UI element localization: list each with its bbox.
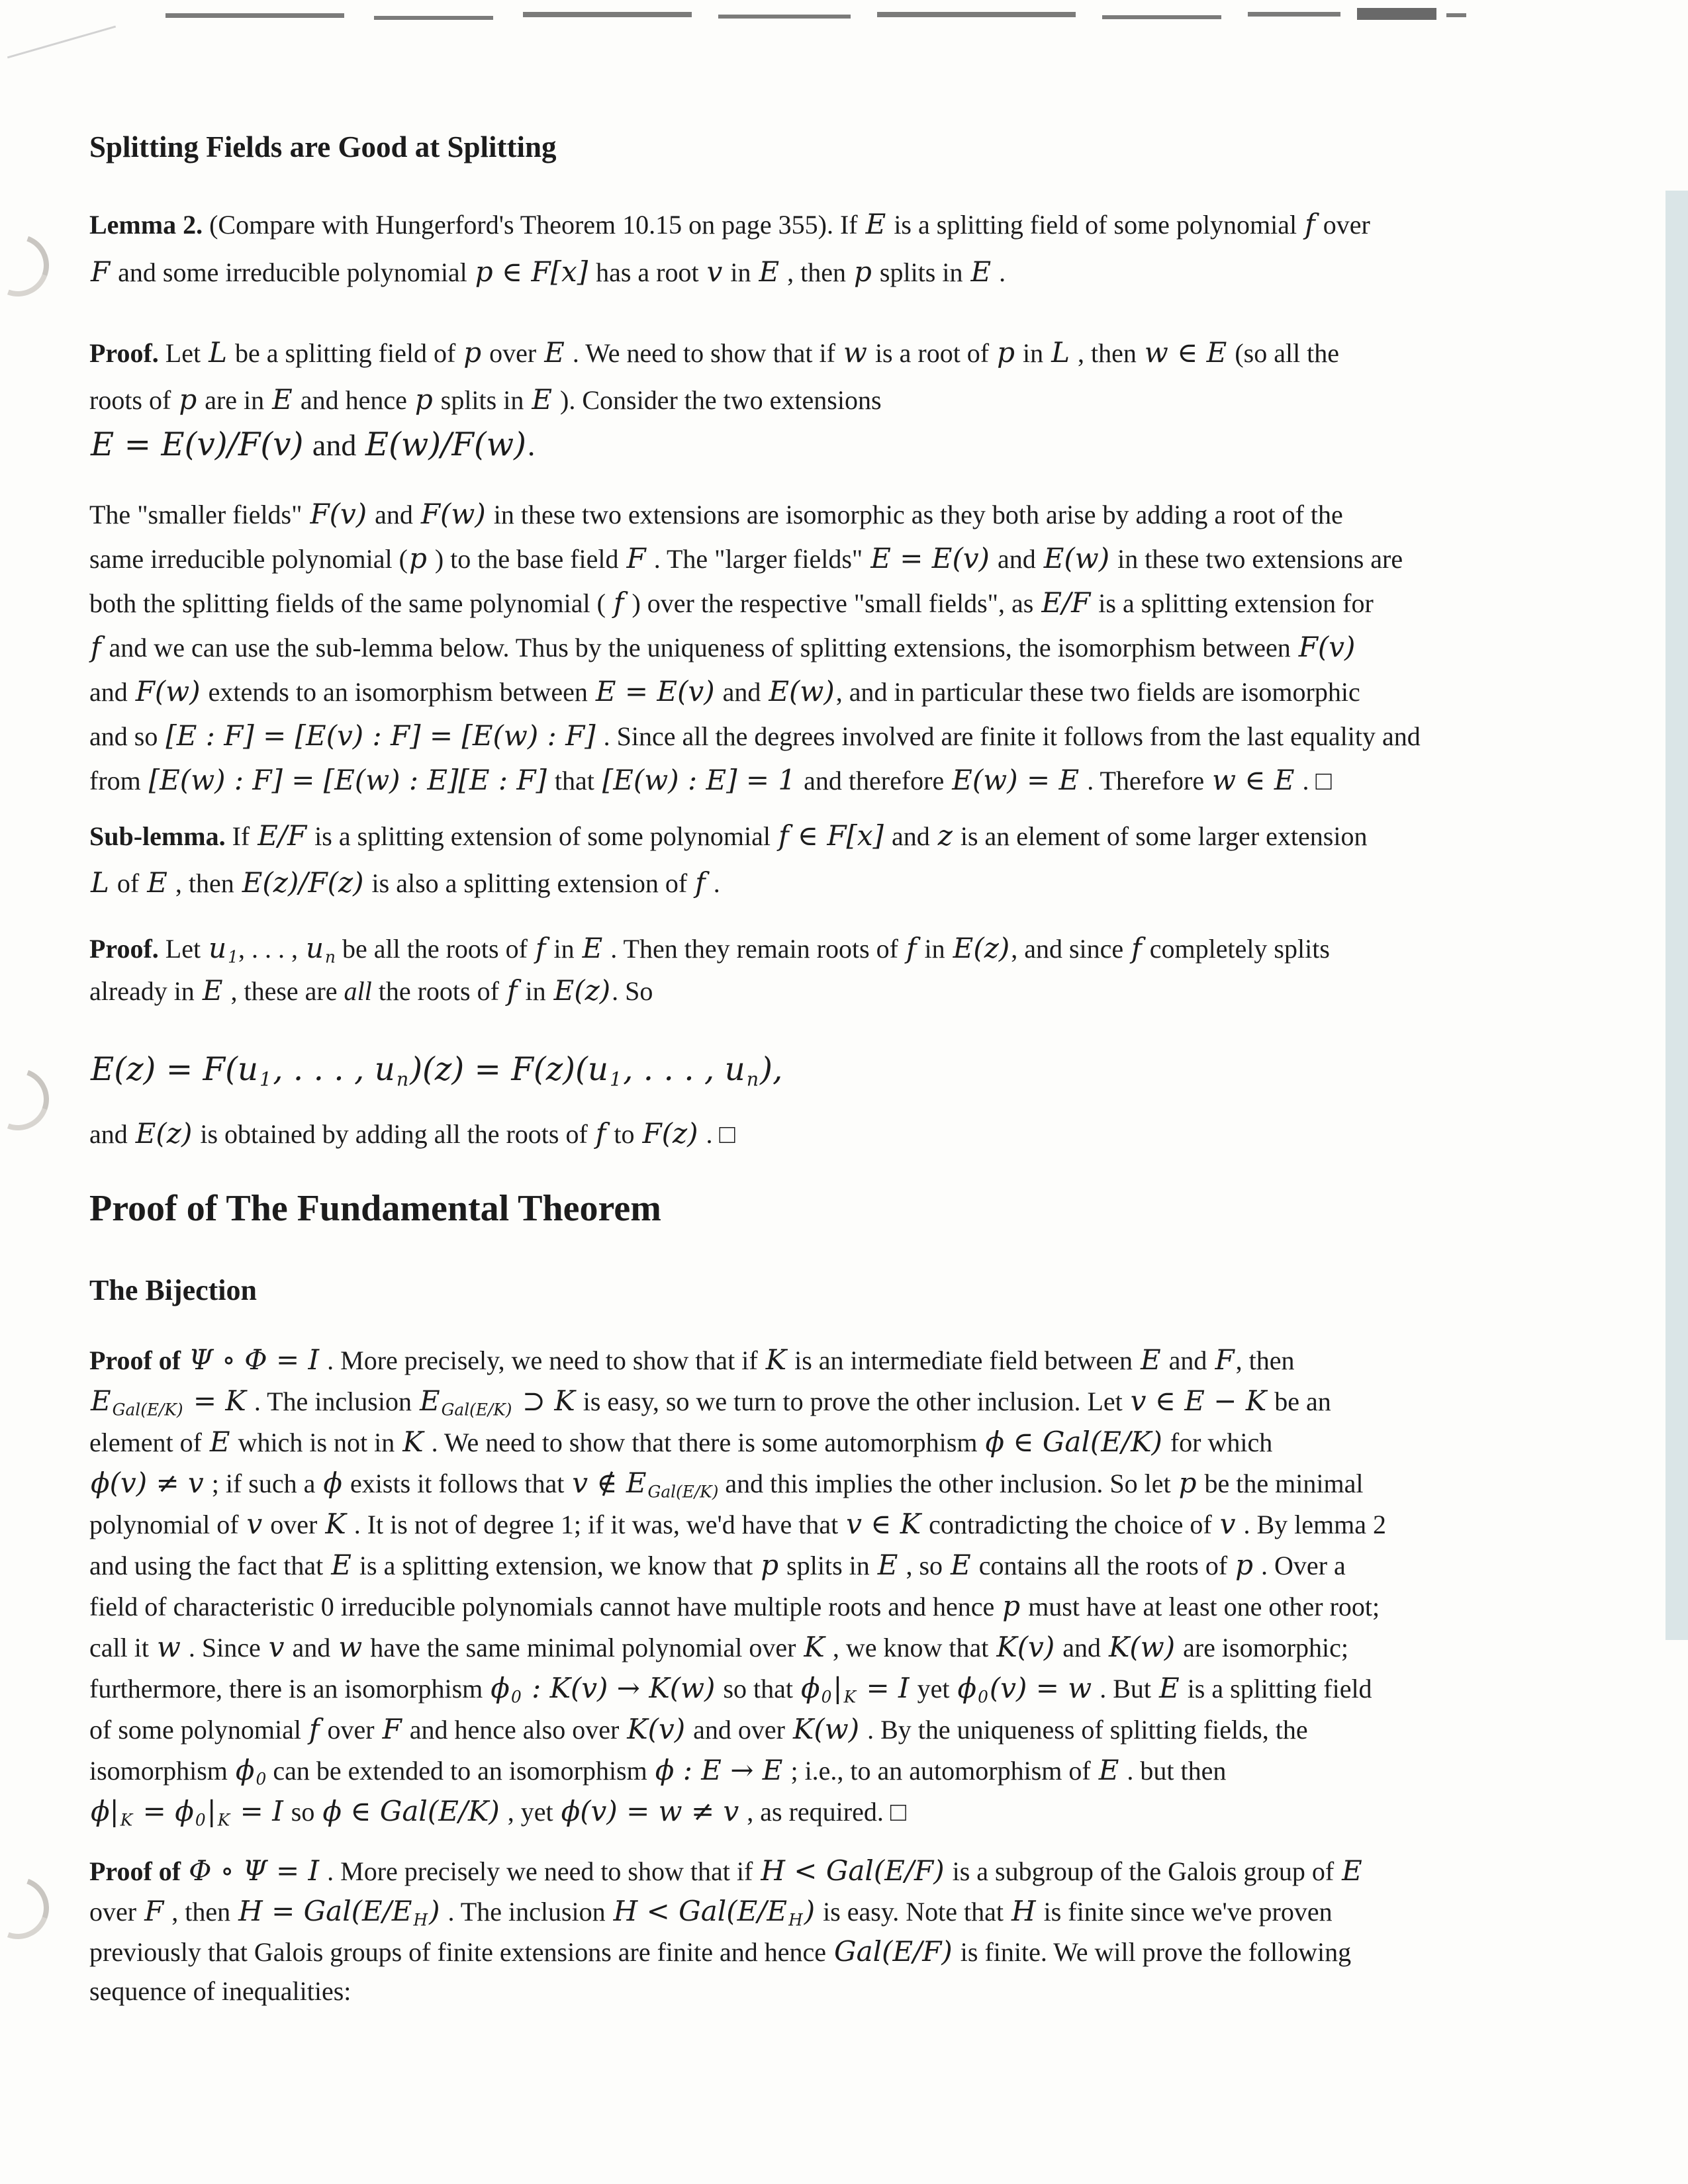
text-line: L of E , then E(z)/F(z) is also a splitting extension of f . xyxy=(91,866,720,899)
scan-artifact-dash xyxy=(1446,13,1466,17)
text-line: EGal(E/K) = K . The inclusion EGal(E/K) ⊃ K is easy, so we turn to prove the other inclusion. Let v ∈ E − K be an xyxy=(91,1385,1331,1420)
text-line: The "smaller fields" F(v) and F(w) in these two extensions are isomorphic as they both arise by adding a root of the xyxy=(89,498,1343,530)
scan-artifact-dash xyxy=(165,13,344,18)
sub-lemma-proof-paragraph xyxy=(89,934,1330,1019)
text-line: and F(w) extends to an isomorphism between E = E(v) and E(w), and in particular these two fields are isomorphic xyxy=(89,675,1360,707)
text-line: and using the fact that E is a splitting extension, we know that p splits in E , so E contains all the roots of p . Over a xyxy=(89,1549,1346,1581)
text-line: Lemma 2. (Compare with Hungerford's Theorem 10.15 on page 355). If E is a splitting field of some polynomial f over xyxy=(89,208,1370,240)
section-heading-fundamental-theorem xyxy=(89,1190,661,1227)
scan-edge-band xyxy=(1665,191,1688,1640)
psi-phi-proof-paragraph xyxy=(89,1343,1386,1839)
scan-artifact-dash xyxy=(1357,8,1436,20)
text-line: and E(z) is obtained by adding all the roots of f to F(z) . □ xyxy=(89,1117,735,1150)
text-line: and so [E : F] = [E(v) : F] = [E(w) : F] . Since all the degrees involved are finite it follows from the last equality and xyxy=(89,719,1421,752)
scan-artifact-dash xyxy=(877,12,1076,17)
scan-artifact-dash xyxy=(718,15,851,19)
text-line: call it w . Since v and w have the same minimal polynomial over K , we know that K(v) and K(w) are isomorphic; xyxy=(89,1631,1349,1663)
text-line: from [E(w) : F] = [E(w) : E][E : F] that [E(w) : E] = 1 and therefore E(w) = E . Therefore w ∈ E . □ xyxy=(89,764,1332,796)
text-line: f and we can use the sub-lemma below. Thus by the uniqueness of splitting extensions, the isomorphism between F(v) xyxy=(91,631,1356,663)
text-line: Proof of Φ ∘ Ψ = I . More precisely we need to show that if H < Gal(E/F) is a subgroup of the Galois group of E xyxy=(89,1854,1362,1887)
text-line: already in E , these are all the roots of f in E(z). So xyxy=(89,974,653,1007)
text-line: polynomial of v over K . It is not of degree 1; if it was, we'd have that v ∈ K contradicting the choice of v . By lemma 2 xyxy=(89,1508,1386,1540)
text-line: previously that Galois groups of finite extensions are finite and hence Gal(E/F) is finite. We will prove the following xyxy=(89,1935,1352,1968)
text-line: Splitting Fields are Good at Splitting xyxy=(89,130,557,163)
roots-equation xyxy=(89,1051,784,1091)
subsection-heading-bijection xyxy=(89,1276,257,1305)
text-line: F and some irreducible polynomial p ∈ F[x] has a root v in E , then p splits in E . xyxy=(91,255,1006,288)
text-line: same irreducible polynomial (p ) to the base field F . The "larger fields" E = E(v) and E(w) in these two extensions are xyxy=(89,542,1403,574)
hole-punch-mark xyxy=(0,224,59,307)
text-line: Sub-lemma. If E/F is a splitting extension of some polynomial f ∈ F[x] and z is an element of some larger extension xyxy=(89,819,1368,852)
text-line: Proof. Let u1, . . . , un be all the roots of f in E . Then they remain roots of f in E(z), and since f completely splits xyxy=(89,932,1330,967)
text-line: ϕ(v) ≠ v ; if such a ϕ exists it follows that v ∉ EGal(E/K) and this implies the other inclusion. So let p be the minimal xyxy=(91,1467,1364,1502)
scan-artifact-dash xyxy=(523,12,692,17)
text-line: over F , then H = Gal(E/EH) . The inclusion H < Gal(E/EH) is easy. Note that H is finite since we've proven xyxy=(89,1895,1333,1930)
sub-lemma-paragraph xyxy=(89,819,1368,916)
hole-punch-mark xyxy=(0,1058,59,1141)
text-line: furthermore, there is an isomorphism ϕ0 : K(v) → K(w) so that ϕ0|K = I yet ϕ0(v) = w . But E is a splitting field xyxy=(89,1672,1372,1707)
phi-psi-proof-paragraph xyxy=(89,1854,1364,2019)
isomorphism-argument-paragraph xyxy=(89,500,1421,811)
text-line: isomorphism ϕ0 can be extended to an isomorphism ϕ : E → E ; i.e., to an automorphism of E . but then xyxy=(89,1754,1227,1789)
roots-conclusion-line xyxy=(89,1117,735,1150)
text-line: Proof of Ψ ∘ Φ = I . More precisely, we need to show that if K is an intermediate field between E and F, then xyxy=(89,1343,1295,1376)
text-line: sequence of inequalities: xyxy=(89,1976,352,2006)
page-title xyxy=(89,132,557,162)
text-line: of some polynomial f over F and hence also over K(v) and over K(w) . By the uniqueness of splitting fields, the xyxy=(89,1713,1308,1745)
text-line: E(z) = F(u1, . . . , un)(z) = F(z)(u1, . . . , un), xyxy=(91,1051,783,1091)
text-line: ϕ|K = ϕ0|K = I so ϕ ∈ Gal(E/K) , yet ϕ(v) = w ≠ v , as required. □ xyxy=(91,1795,906,1830)
text-line: element of E which is not in K . We need to show that there is some automorphism ϕ ∈ Gal(E/K) for which xyxy=(89,1426,1273,1458)
text-line: both the splitting fields of the same polynomial ( f ) over the respective "small fields", as E/F is a splitting extension for xyxy=(89,586,1374,619)
lemma-2-paragraph xyxy=(89,210,1370,306)
text-line: Proof. Let L be a splitting field of p over E . We need to show that if w is a root of p in L , then w ∈ E (so all the xyxy=(89,336,1340,369)
scan-artifact-dash xyxy=(374,16,493,20)
lemma-2-proof-paragraph xyxy=(89,336,1340,433)
scan-artifact-scratch xyxy=(7,26,116,59)
scan-artifact-dash xyxy=(1248,12,1340,17)
text-line: The Bijection xyxy=(89,1274,257,1306)
scan-artifact-dash xyxy=(1102,15,1221,19)
hole-punch-mark xyxy=(0,1867,59,1950)
text-line: Proof of The Fundamental Theorem xyxy=(89,1188,661,1229)
text-line: E = E(v)/F(v) and E(w)/F(w). xyxy=(91,426,536,463)
extensions-equation xyxy=(89,426,536,463)
text-line: field of characteristic 0 irreducible polynomials cannot have multiple roots and hence p must have at least one other root; xyxy=(89,1590,1380,1622)
text-line: roots of p are in E and hence p splits in E ). Consider the two extensions xyxy=(89,383,882,416)
